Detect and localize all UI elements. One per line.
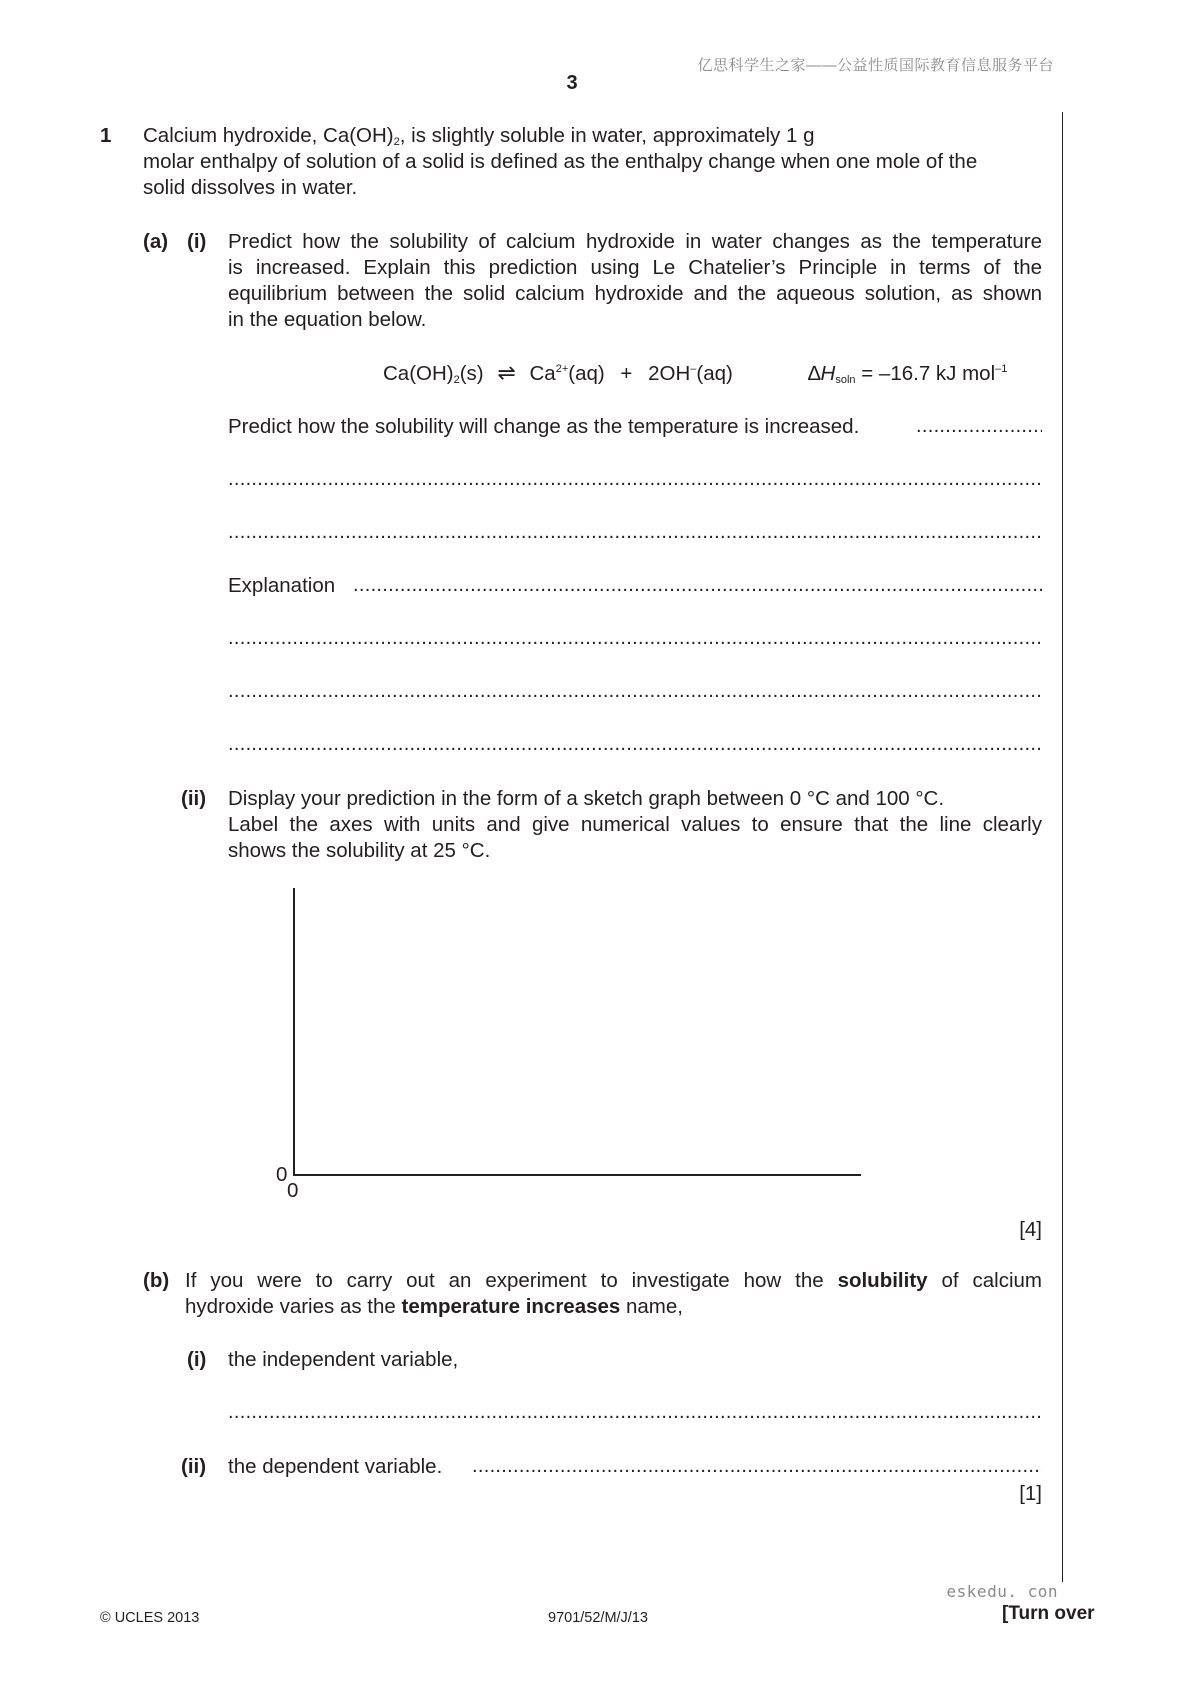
q1-stem-line-1: Calcium hydroxide, $Ca(OH)_2$, is slightly soluble in water, approximately 1 g: [143, 124, 815, 148]
q1-stem-line-3: solid dissolves in water.: [143, 176, 358, 199]
answer-line[interactable]: [228, 519, 1042, 546]
answer-line[interactable]: [228, 1399, 1042, 1426]
part-b-ii-label: (ii): [181, 1455, 207, 1478]
answer-line[interactable]: [228, 625, 1042, 652]
header-watermark: 亿思科学生之家——公益性质国际教育信息服务平台: [697, 57, 1054, 74]
part-a-ii-line-3: shows the solubility at 25 °C.: [228, 839, 491, 862]
answer-line[interactable]: [353, 572, 1042, 599]
footer-code: 9701/52/M/J/13: [548, 1610, 648, 1626]
answer-line[interactable]: [916, 413, 1042, 440]
answer-line[interactable]: [472, 1453, 1042, 1480]
q1-stem-line-2: molar enthalpy of solution of a solid is defined as the enthalpy change when one mole of the: [143, 150, 978, 173]
part-a-ii-line-2: Label the axes with units and give numerical values to ensure that the line clearly: [228, 813, 1042, 836]
part-a-i-line-4: in the equation below.: [228, 308, 427, 331]
answer-line[interactable]: [228, 678, 1042, 705]
part-a-i-line-2: is increased. Explain this prediction using Le Chatelier’s Principle in terms of the: [228, 256, 1042, 279]
part-b-ii-text: the dependent variable.: [228, 1455, 443, 1478]
part-a-ii-label: (ii): [181, 787, 207, 810]
part-a-label: (a): [143, 230, 169, 253]
eq-calcium-ion: $Ca^{2+}(aq)$: [529, 362, 605, 385]
answer-line[interactable]: [228, 466, 1042, 493]
explanation-label: Explanation: [228, 574, 336, 597]
eq-plus: +: [620, 362, 633, 385]
part-b-line-1: If you were to carry out an experiment to investigate how the solubility of calcium: [185, 1269, 1042, 1292]
question-number: 1: [100, 124, 112, 147]
part-b-i-text: the independent variable,: [228, 1348, 459, 1371]
eq-reactant: $Ca(OH)_2(s)$: [383, 362, 484, 386]
enthalpy-value: $\Delta H_{soln} = -16.7$ kJ mol$^{-1}$: [808, 362, 1008, 386]
marks-a: [4]: [1019, 1218, 1042, 1241]
equation: [383, 360, 733, 387]
part-b-label: (b): [143, 1269, 170, 1292]
marks-b: [1]: [1019, 1482, 1042, 1505]
y-axis: [293, 888, 295, 1176]
footer-site-watermark: eskedu. con: [946, 1582, 1058, 1601]
eq-hydroxide-ion: 2OH–(aq): [648, 362, 733, 385]
x-axis: [293, 1174, 861, 1176]
sketch-graph-area[interactable]: [276, 888, 866, 1204]
part-a-ii-line-1: Display your prediction in the form of a sketch graph between 0 °C and 100 °C.: [228, 787, 945, 810]
part-a-i-line-3: equilibrium between the solid calcium hydroxide and the aqueous solution, as shown: [228, 282, 1042, 305]
answer-line[interactable]: [228, 731, 1042, 758]
turn-over: [Turn over: [1002, 1603, 1095, 1624]
part-a-i-line-1: Predict how the solubility of calcium hydroxide in water changes as the temperature: [228, 230, 1042, 253]
y-origin-label: 0: [276, 1163, 288, 1186]
part-b-i-label: (i): [187, 1348, 207, 1371]
footer-copyright: © UCLES 2013: [100, 1610, 200, 1626]
margin-rule: [1062, 112, 1063, 1582]
part-a-i-label: (i): [187, 230, 207, 253]
predict-prompt: Predict how the solubility will change as the temperature is increased.: [228, 415, 860, 438]
x-origin-label: 0: [287, 1179, 299, 1202]
part-b-line-2: hydroxide varies as the temperature increases name,: [185, 1295, 683, 1318]
equilibrium-arrow-icon: ⇌: [497, 361, 516, 386]
page-number: 3: [566, 72, 578, 94]
